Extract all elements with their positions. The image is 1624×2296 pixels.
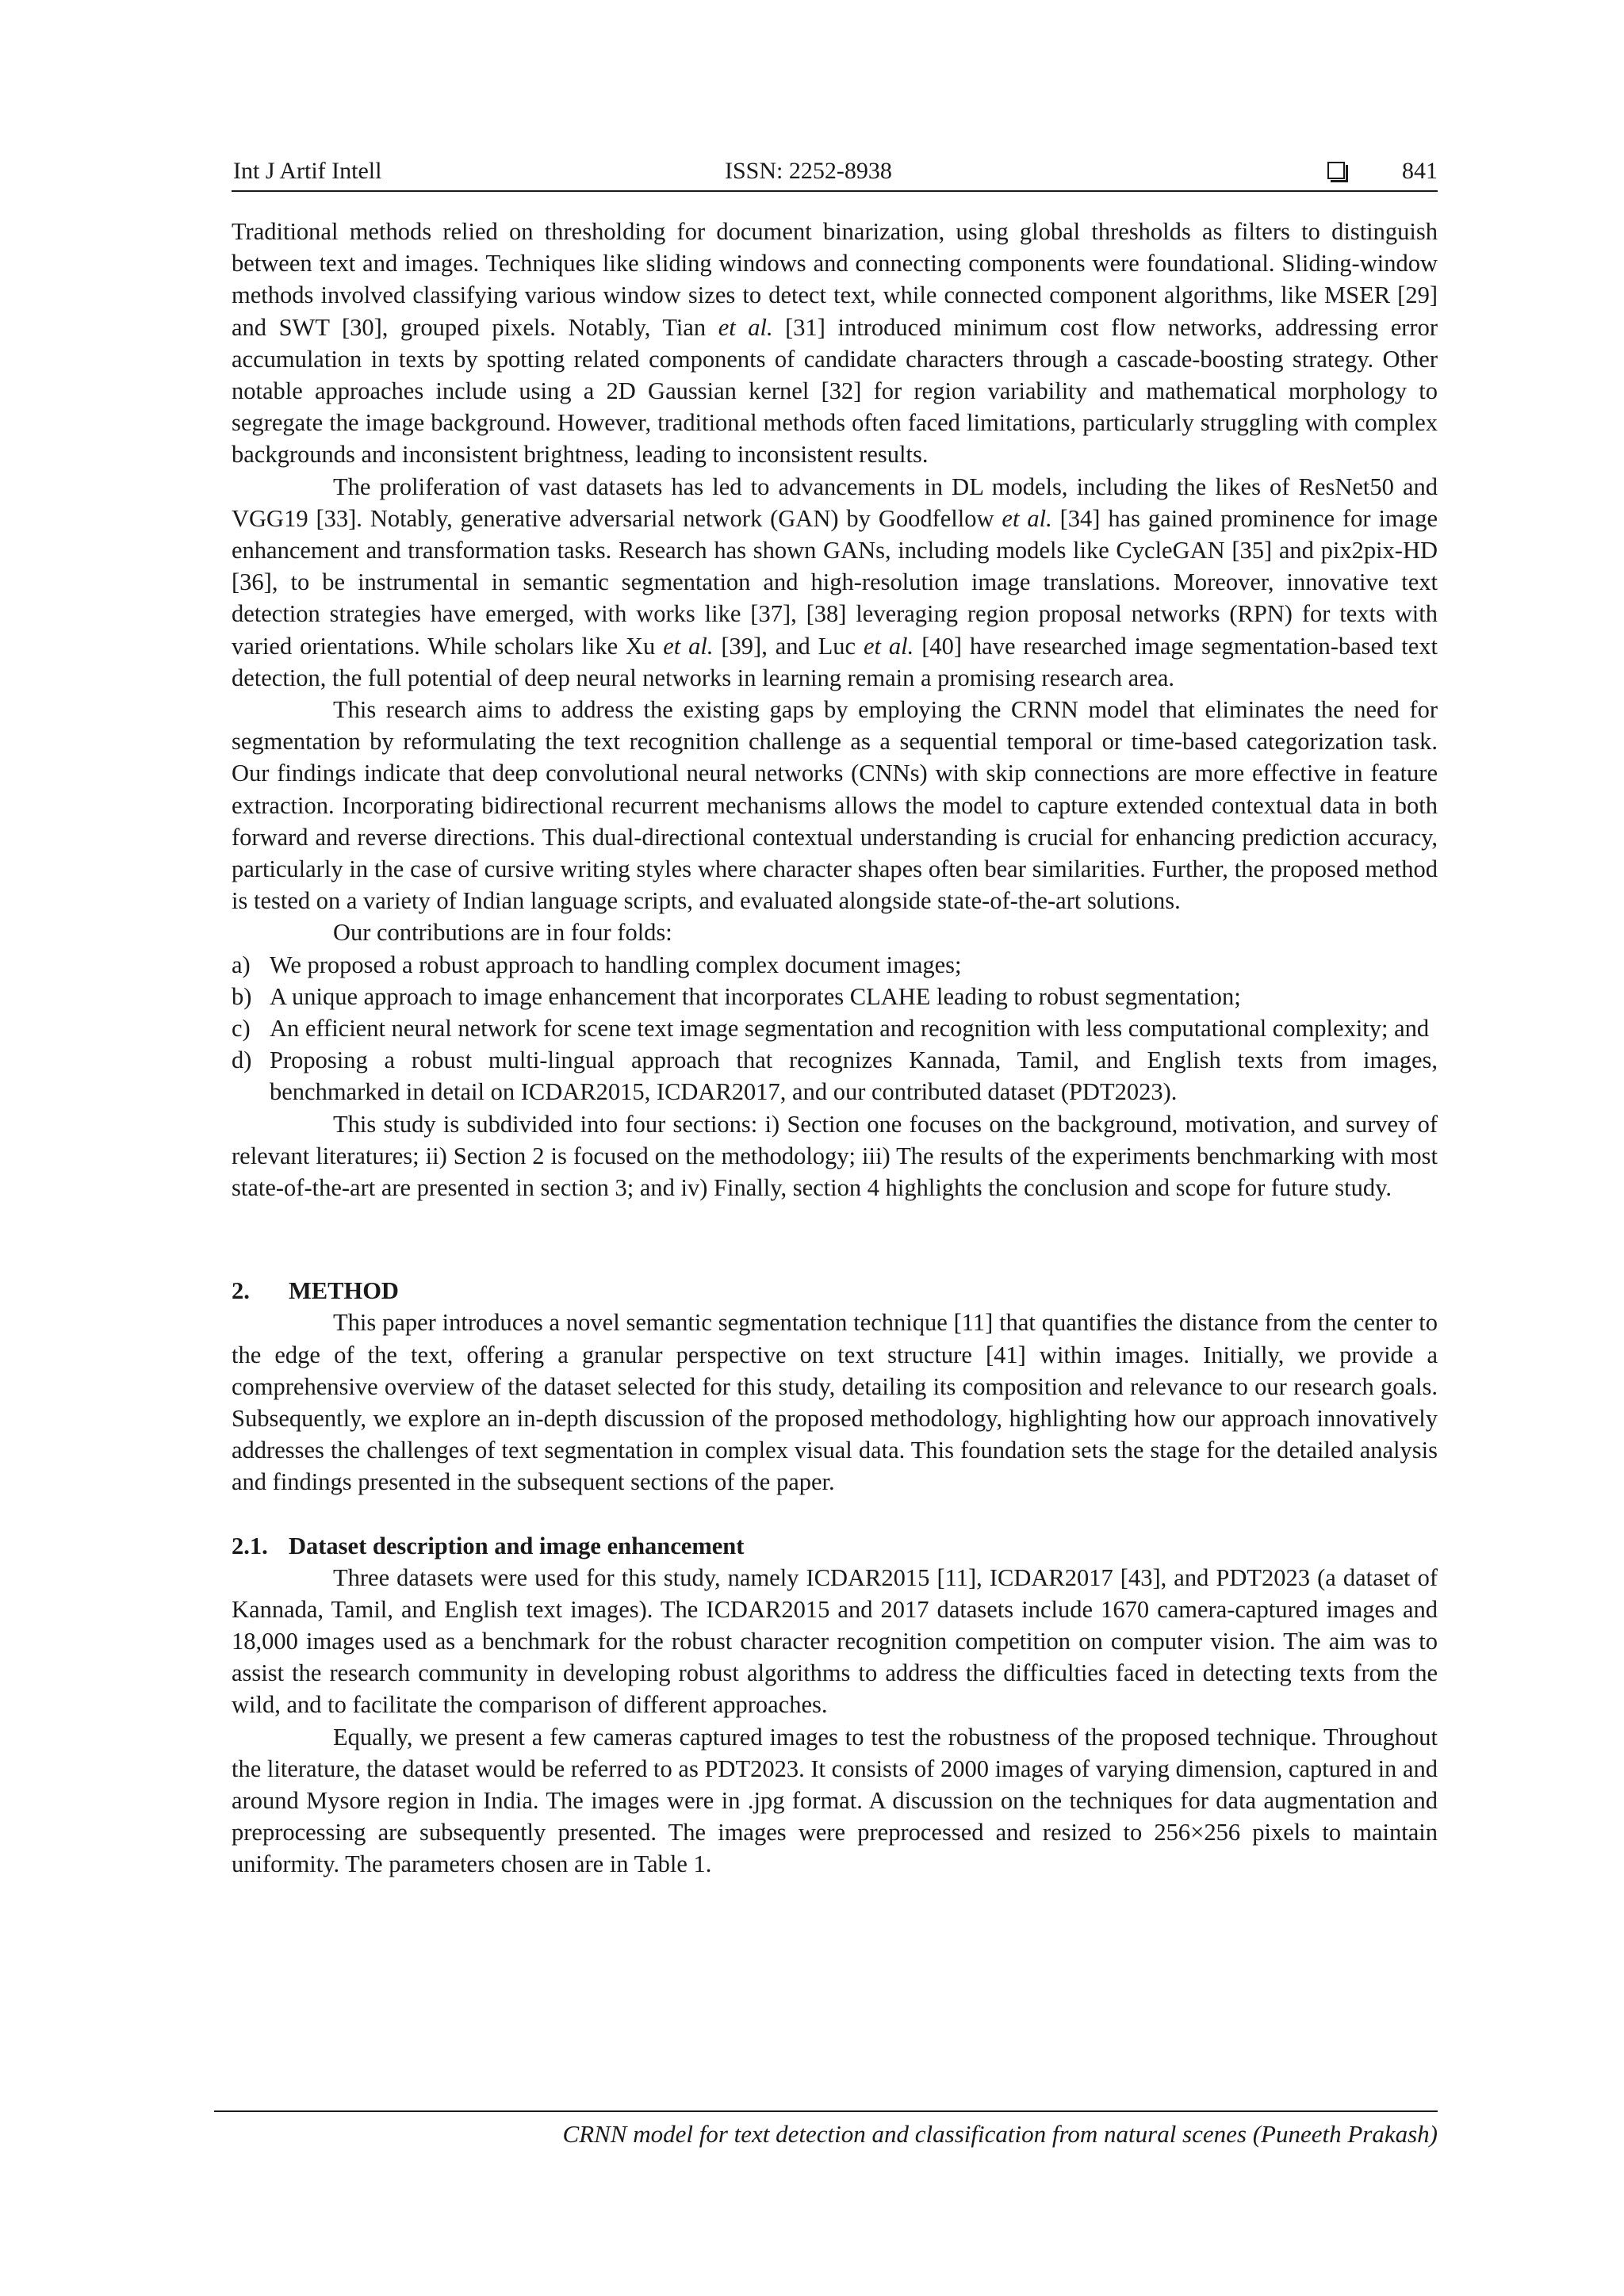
- subsection-title: Dataset description and image enhancement: [289, 1532, 745, 1559]
- paragraph-study-outline: This study is subdivided into four sections: i) Section one focuses on the background, motivation, and survey of relevant literatures; ii) Section 2 is focused on the methodology; iii) The results of the experiments benchmarking with most state-of-the-art are presented in section 3; and iv) Finally, section 4 highlights the conclusion and scope for future study.: [232, 1110, 1438, 1202]
- text: [34] has gained prominence for image enhancement and transformation tasks. Research has shown GANs, including models like CycleGAN [35] and pix2pix-HD [36], to be instrumental in semantic segmentation and high-resolution image translations. Moreover, innovative text detection strategies have emerged, with works like [37], [38] leveraging region proposal networks (RPN) for texts with varied orientations. While scholars like Xu: [232, 504, 1438, 660]
- header-rule: [232, 190, 1438, 192]
- text: The proliferation of vast datasets has led to advancements in DL models, including the likes of ResNet50 and VGG19 [33]. Notably, generative adversarial network (GAN) by Goodfellow: [232, 473, 1438, 532]
- section-heading-method: [232, 1275, 1438, 1307]
- footer-rule: [214, 2110, 1438, 2112]
- paragraph-method-intro: This paper introduces a novel semantic segmentation technique [11] that quantifies the distance from the center to the edge of the text, offering a granular perspective on text structure [41] within images. Initially, we provide a comprehensive overview of the dataset selected for this study, detailing its composition and relevance to our research goals. Subsequently, we explore an in-depth discussion of the proposed methodology, highlighting how our approach innovatively addresses the challenges of text segmentation in complex visual data. This foundation sets the stage for the detailed analysis and findings presented in the subsequent sections of the paper.: [232, 1309, 1438, 1496]
- paragraph-contributions-intro: Our contributions are in four folds:: [333, 919, 672, 947]
- page-number: 841: [1402, 158, 1438, 184]
- issn: ISSN: 2252-8938: [725, 158, 892, 184]
- paragraph-traditional-methods: [232, 216, 1438, 471]
- running-footer: CRNN model for text detection and classification from natural scenes (Puneeth Prakash): [562, 2120, 1438, 2148]
- paragraph-proliferation: [232, 471, 1438, 694]
- text: [39], and Luc: [713, 632, 864, 660]
- contributions-list: [232, 949, 1438, 1108]
- paragraph-pdt2023: Equally, we present a few cameras captured images to test the robustness of the proposed technique. Throughout the literature, the dataset would be referred to as PDT2023. It consists of 2000 images of varying dimension, captured in and around Mysore region in India. The images were in .jpg format. A discussion on the techniques for data augmentation and preprocessing are subsequently presented. The images were preprocessed and resized to 256×256 pixels to maintain uniformity. The parameters chosen are in Table 1.: [232, 1723, 1438, 1878]
- subsection-heading-dataset: [232, 1530, 1438, 1562]
- list-marker: c): [232, 1015, 251, 1043]
- list-item-text: An efficient neural network for scene text image segmentation and recognition with less computational complexity; and: [270, 1015, 1430, 1043]
- list-item-text: Proposing a robust multi-lingual approach that recognizes Kannada, Tamil, and English texts from images, benchmarked in detail on ICDAR2015, ICDAR2017, and our contributed dataset (PDT2023).: [270, 1047, 1438, 1106]
- body-text: [232, 216, 1438, 1881]
- list-item: [232, 1044, 1438, 1108]
- text: [31] introduced minimum cost flow networks, addressing error accumulation in texts by spotting related components of candidate characters through a cascade-boosting strategy. Other notable approaches include using a 2D Gaussian kernel [32] for region variability and mathematical morphology to segregate the image background. However, traditional methods often faced limitations, particularly struggling with complex backgrounds and inconsistent brightness, leading to inconsistent results.: [232, 313, 1438, 469]
- section-number: 2.: [232, 1277, 250, 1305]
- list-item: [232, 1012, 1438, 1044]
- paragraph-datasets: Three datasets were used for this study, namely ICDAR2015 [11], ICDAR2017 [43], and PDT2023 (a dataset of Kannada, Tamil, and English text images). The ICDAR2015 and 2017 datasets include 1670 camera-captured images and 18,000 images used as a benchmark for the robust character recognition competition on computer vision. The aim was to assist the research community in developing robust algorithms to address the difficulties faced in detecting texts from the wild, and to facilitate the comparison of different approaches.: [232, 1563, 1438, 1719]
- list-marker: a): [232, 951, 251, 978]
- et-al: et al.: [718, 313, 773, 341]
- et-al: et al.: [663, 632, 714, 660]
- paragraph-research-aims: This research aims to address the existing gaps by employing the CRNN model that eliminates the need for segmentation by reformulating the text recognition challenge as a sequential temporal or time-based categorization task. Our findings indicate that deep convolutional neural networks (CNNs) with skip connections are more effective in feature extraction. Incorporating bidirectional recurrent mechanisms allows the model to capture extended contextual data in both forward and reverse directions. This dual-directional contextual understanding is crucial for enhancing prediction accuracy, particularly in the case of cursive writing styles where character shapes often bear similarities. Further, the proposed method is tested on a variety of Indian language scripts, and evaluated alongside state-of-the-art solutions.: [232, 696, 1438, 915]
- et-al: et al.: [1002, 504, 1052, 532]
- list-item-text: A unique approach to image enhancement that incorporates CLAHE leading to robust segmentation;: [270, 982, 1241, 1010]
- checkbox-icon: [1327, 162, 1345, 179]
- running-header: [232, 155, 1438, 190]
- et-al: et al.: [864, 632, 914, 660]
- section-title: METHOD: [289, 1277, 399, 1305]
- list-marker: d): [232, 1047, 252, 1074]
- journal-name: Int J Artif Intell: [233, 158, 382, 184]
- list-marker: b): [232, 982, 252, 1010]
- text: [40] have researched image segmentation-based text detection, the full potential of deep neural networks in learning remain a promising research area.: [232, 632, 1438, 691]
- text: Traditional methods relied on thresholding for document binarization, using global thresholds as filters to distinguish between text and images. Techniques like sliding windows and connecting components were foundational. Sliding-window methods involved classifying various window sizes to detect text, while connected component algorithms, like MSER [29] and SWT [30], grouped pixels. Notably, Tian: [232, 218, 1438, 341]
- list-item: [232, 949, 1438, 981]
- list-item: [232, 981, 1438, 1012]
- list-item-text: We proposed a robust approach to handling complex document images;: [270, 951, 962, 978]
- subsection-number: 2.1.: [232, 1532, 268, 1559]
